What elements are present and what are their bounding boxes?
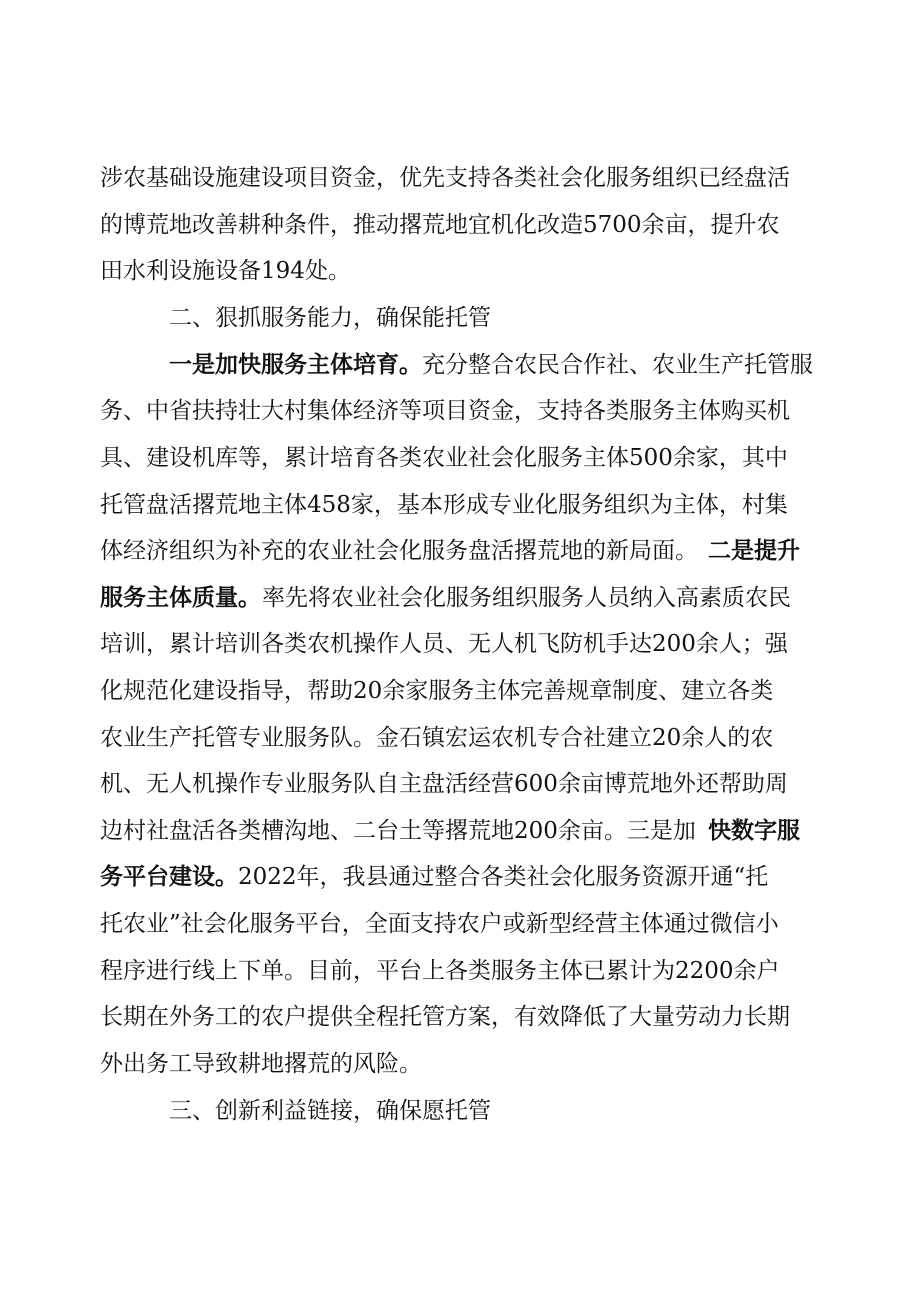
bold-lead-3: 快数字服 (708, 817, 800, 844)
paragraph1-line-1: 涉农基础设施建设项目资金，优先支持各类社会化服务组织已经盘活 (100, 165, 790, 191)
paragraph-line (0, 951, 920, 991)
section-heading-2 (0, 298, 920, 338)
paragraph-line (0, 624, 920, 664)
paragraph-line (0, 531, 920, 571)
paragraph-line (0, 811, 920, 851)
bold-lead-3-cont: 务平台建设。 (100, 863, 238, 890)
paragraph2-line-13: 托农业”社会化服务平台，全面支持农户或新型经营主体通过微信小 (100, 911, 779, 937)
paragraph2-line-6-rest: 率先将农业社会化服务组织服务人员纳入高素质农民 (262, 585, 791, 611)
paragraph-line (0, 391, 920, 431)
paragraph-line (0, 857, 920, 897)
paragraph-line (0, 718, 920, 758)
paragraph-line (0, 158, 920, 198)
paragraph2-line-7: 培训，累计培训各类农机操作人员、无人机飞防机手达200余人；强 (100, 631, 788, 657)
paragraph-line (0, 438, 920, 478)
paragraph-line (0, 671, 920, 711)
paragraph2-line-5: 体经济组织为补充的农业社会化服务盘活撂荒地的新局面。 (100, 538, 698, 564)
paragraph-line (0, 1044, 920, 1084)
paragraph-line (0, 345, 920, 385)
paragraph-line (0, 251, 920, 291)
paragraph-line (0, 205, 920, 245)
paragraph2-line-12-rest: 2022年，我县通过整合各类社会化服务资源开通“托 (238, 864, 769, 890)
paragraph2-line-4: 托管盘活撂荒地主体458家，基本形成专业化服务组织为主体，村集 (100, 492, 788, 518)
paragraph2-line-9: 农业生产托管专业服务队。金石镇宏运农机专合社建立20余人的农 (100, 725, 774, 751)
paragraph2-line-10: 机、无人机操作专业服务队自主盘活经营600余亩博荒地外还帮助周 (100, 771, 788, 797)
bold-lead-1: 一是加快服务主体培育。 (169, 351, 422, 378)
paragraph2-line-16: 外出务工导致耕地撂荒的风险。 (100, 1051, 422, 1077)
paragraph1-line-3: 田水利设施设备194处。 (100, 258, 351, 284)
bold-lead-2: 二是提升 (708, 537, 800, 564)
section-heading-3 (0, 1091, 920, 1131)
paragraph2-line-15: 长期在外务工的农户提供全程托管方案，有效降低了大量劳动力长期 (100, 1004, 790, 1030)
paragraph1-line-2: 的博荒地改善耕种条件，推动撂荒地宜机化改造5700余亩，提升农 (100, 212, 780, 238)
heading3-text: 三、创新利益链接，确保愿托管 (169, 1098, 491, 1124)
paragraph-line (0, 485, 920, 525)
paragraph2-line-14: 程序进行线上下单。目前，平台上各类服务主体已累计为2200余户 (100, 958, 780, 984)
paragraph-line (0, 764, 920, 804)
paragraph2-line-11: 边村社盘活各类槽沟地、二台土等撂荒地200余亩。三是加 (100, 818, 696, 844)
paragraph2-line-2: 务、中省扶持壮大村集体经济等项目资金，支持各类服务主体购买机 (100, 398, 790, 424)
paragraph2-line-3: 具、建设机库等，累计培育各类农业社会化服务主体500余家，其中 (100, 445, 788, 471)
paragraph-line (0, 997, 920, 1037)
paragraph-line (0, 578, 920, 618)
bold-lead-2-cont: 服务主体质量。 (100, 584, 261, 611)
paragraph2-line-8: 化规范化建设指导，帮助20余家服务主体完善规章制度、建立各类 (100, 678, 774, 704)
paragraph2-line-1-rest: 充分整合农民合作社、农业生产托管服 (422, 352, 813, 378)
paragraph-line (0, 904, 920, 944)
heading2-text: 二、狠抓服务能力，确保能托管 (169, 305, 491, 331)
